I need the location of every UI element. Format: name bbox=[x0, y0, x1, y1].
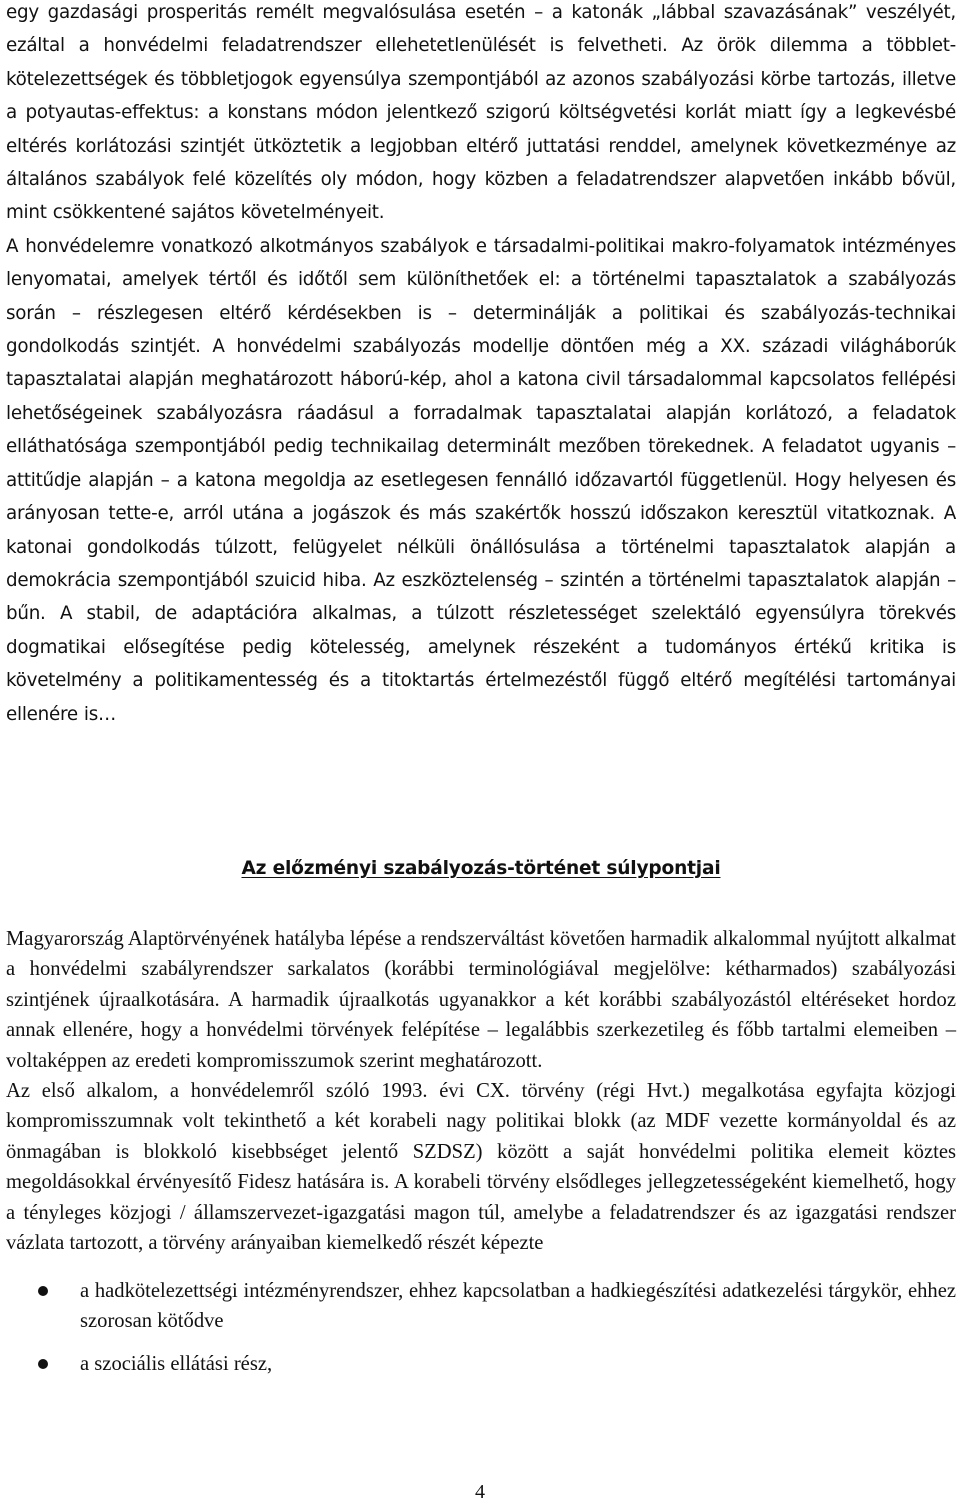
page-number: 4 bbox=[475, 1481, 485, 1503]
list-item-text: a hadkötelezettségi intézményrendszer, ehhez kapcsolatban a hadkiegészítési adatkezelési tárgykör, ehhez szorosan kötődve bbox=[80, 1280, 956, 1333]
paragraph-2: A honvédelemre vonatkozó alkotmányos szabályok e társadalmi-politikai makro-folyamatok intézményes lenyomatai, amelyek tértől és időtől sem különíthetőek el: a történelmi tapasztalatok a szabályozás során – részlegesen eltérő kérdésekben is – determinálják a politikai és szabályozás-technikai gondolkodás szintjét. A honvédelmi szabályozás modellje döntően még a XX. századi világháborúk tapasztalatai alapján meghatározott háború-kép, ahol a katona civil társadalommal kapcsolatos fellépési lehetőségeinek szabályozásra ráadásul a forradalmak tapasztalatai alapján korlátozó, a feladatok elláthatósága szempontjából pedig technikailag determinált mezőben törekednek. A feladatot ugyanis – attitűdje alapján – a katona megoldja az esetlegesen fennálló időzavartól függetlenül. Hogy helyesen és arányosan tette-e, arról utána a jogászok és más szakértők hosszú időszakon keresztül vitatkoznak. A katonai gondolkodás túlzott, felügyelet nélküli önállósulása a történelmi tapasztalatok alapján a demokrácia szempontjából szuicid hiba. Az eszköztelenség – szintén a történelmi tapasztalatok alapján – bűn. A stabil, de adaptációra alkalmas, a túlzott részletességet szelektáló egyensúlyra törekvés dogmatikai elősegítése pedig kötelesség, amelynek részeként a tudományos értékű kritika is követelmény a politikamentesség és a titoktartás értelmezéstől függő eltérő megítélési tartományai ellenére is… bbox=[6, 235, 956, 725]
paragraph-4: Az első alkalom, a honvédelemről szóló 1993. évi CX. törvény (régi Hvt.) megalkotása egyfajta közjogi kompromisszumnak volt tekinthető a két korabeli nagy politikai blokk (az MDF vezette kormányoldal és az önmagában is blokkoló kisebbséget jelentő SZDSZ) között a saját honvédelmi politika elemeit köztes megoldásokkal érvényesítő Fidesz hatására is. A korabeli törvény elsődleges jellegzetességeként kiemelhető, hogy a tényleges közjogi / államszervezet-igazgatási magon túl, amelybe a feladatrendszer és az igazgatási rendszer vázlata tartozott, a törvény arányaiban kiemelkedő részét képezte bbox=[6, 1080, 956, 1255]
document-page bbox=[6, 0, 956, 1375]
section-heading: Az előzményi szabályozás-történet súlypontjai bbox=[241, 858, 721, 879]
list-item bbox=[6, 1276, 956, 1337]
list-item bbox=[6, 1349, 956, 1379]
bullet-dot-icon bbox=[38, 1286, 48, 1296]
bullet-list bbox=[6, 1276, 956, 1379]
serif-section bbox=[6, 924, 956, 1258]
bullet-dot-icon bbox=[38, 1359, 48, 1369]
list-item-text: a szociális ellátási rész, bbox=[80, 1352, 273, 1375]
paragraph-1: egy gazdasági prosperitás remélt megvalósulása esetén – a katonák „lábbal szavazásának” veszélyét, ezáltal a honvédelmi feladatrendszer ellehetetlenülését is felvetheti. Az örök dilemma a többlet-kötelezettségek és többletjogok egyensúlya szempontjából az azonos szabályozási körbe tartozás, illetve a potyautas-effektus: a konstans módon jelentkező szigorú költségvetési korlát miatt így a legkevésbé eltérés korlátozási szintjét ütköztetik a legjobban eltérő juttatási renddel, amelynek következménye az általános szabályok felé közelítés oly módon, hogy közben a feladatrendszer alapvetően inkább bővül, mint csökkentené sajátos követelményeit. bbox=[6, 2, 956, 224]
paragraph-3: Magyarország Alaptörvényének hatályba lépése a rendszerváltást követően harmadik alkalommal nyújtott alkalmat a honvédelmi szabályrendszer sarkalatos (korábbi terminológiával megjelölve: kétharmados) szabályozási szintjének újraalkotására. A harmadik újraalkotás ugyanakkor a két korábbi szabályozástól eltéréseket hordoz annak ellenére, hogy a honvédelmi törvények felépítése – legalábbis szerkezetileg és főbb tartalmi elemeiben – voltaképpen az eredeti kompromisszumok szerint meghatározott. bbox=[6, 928, 956, 1072]
